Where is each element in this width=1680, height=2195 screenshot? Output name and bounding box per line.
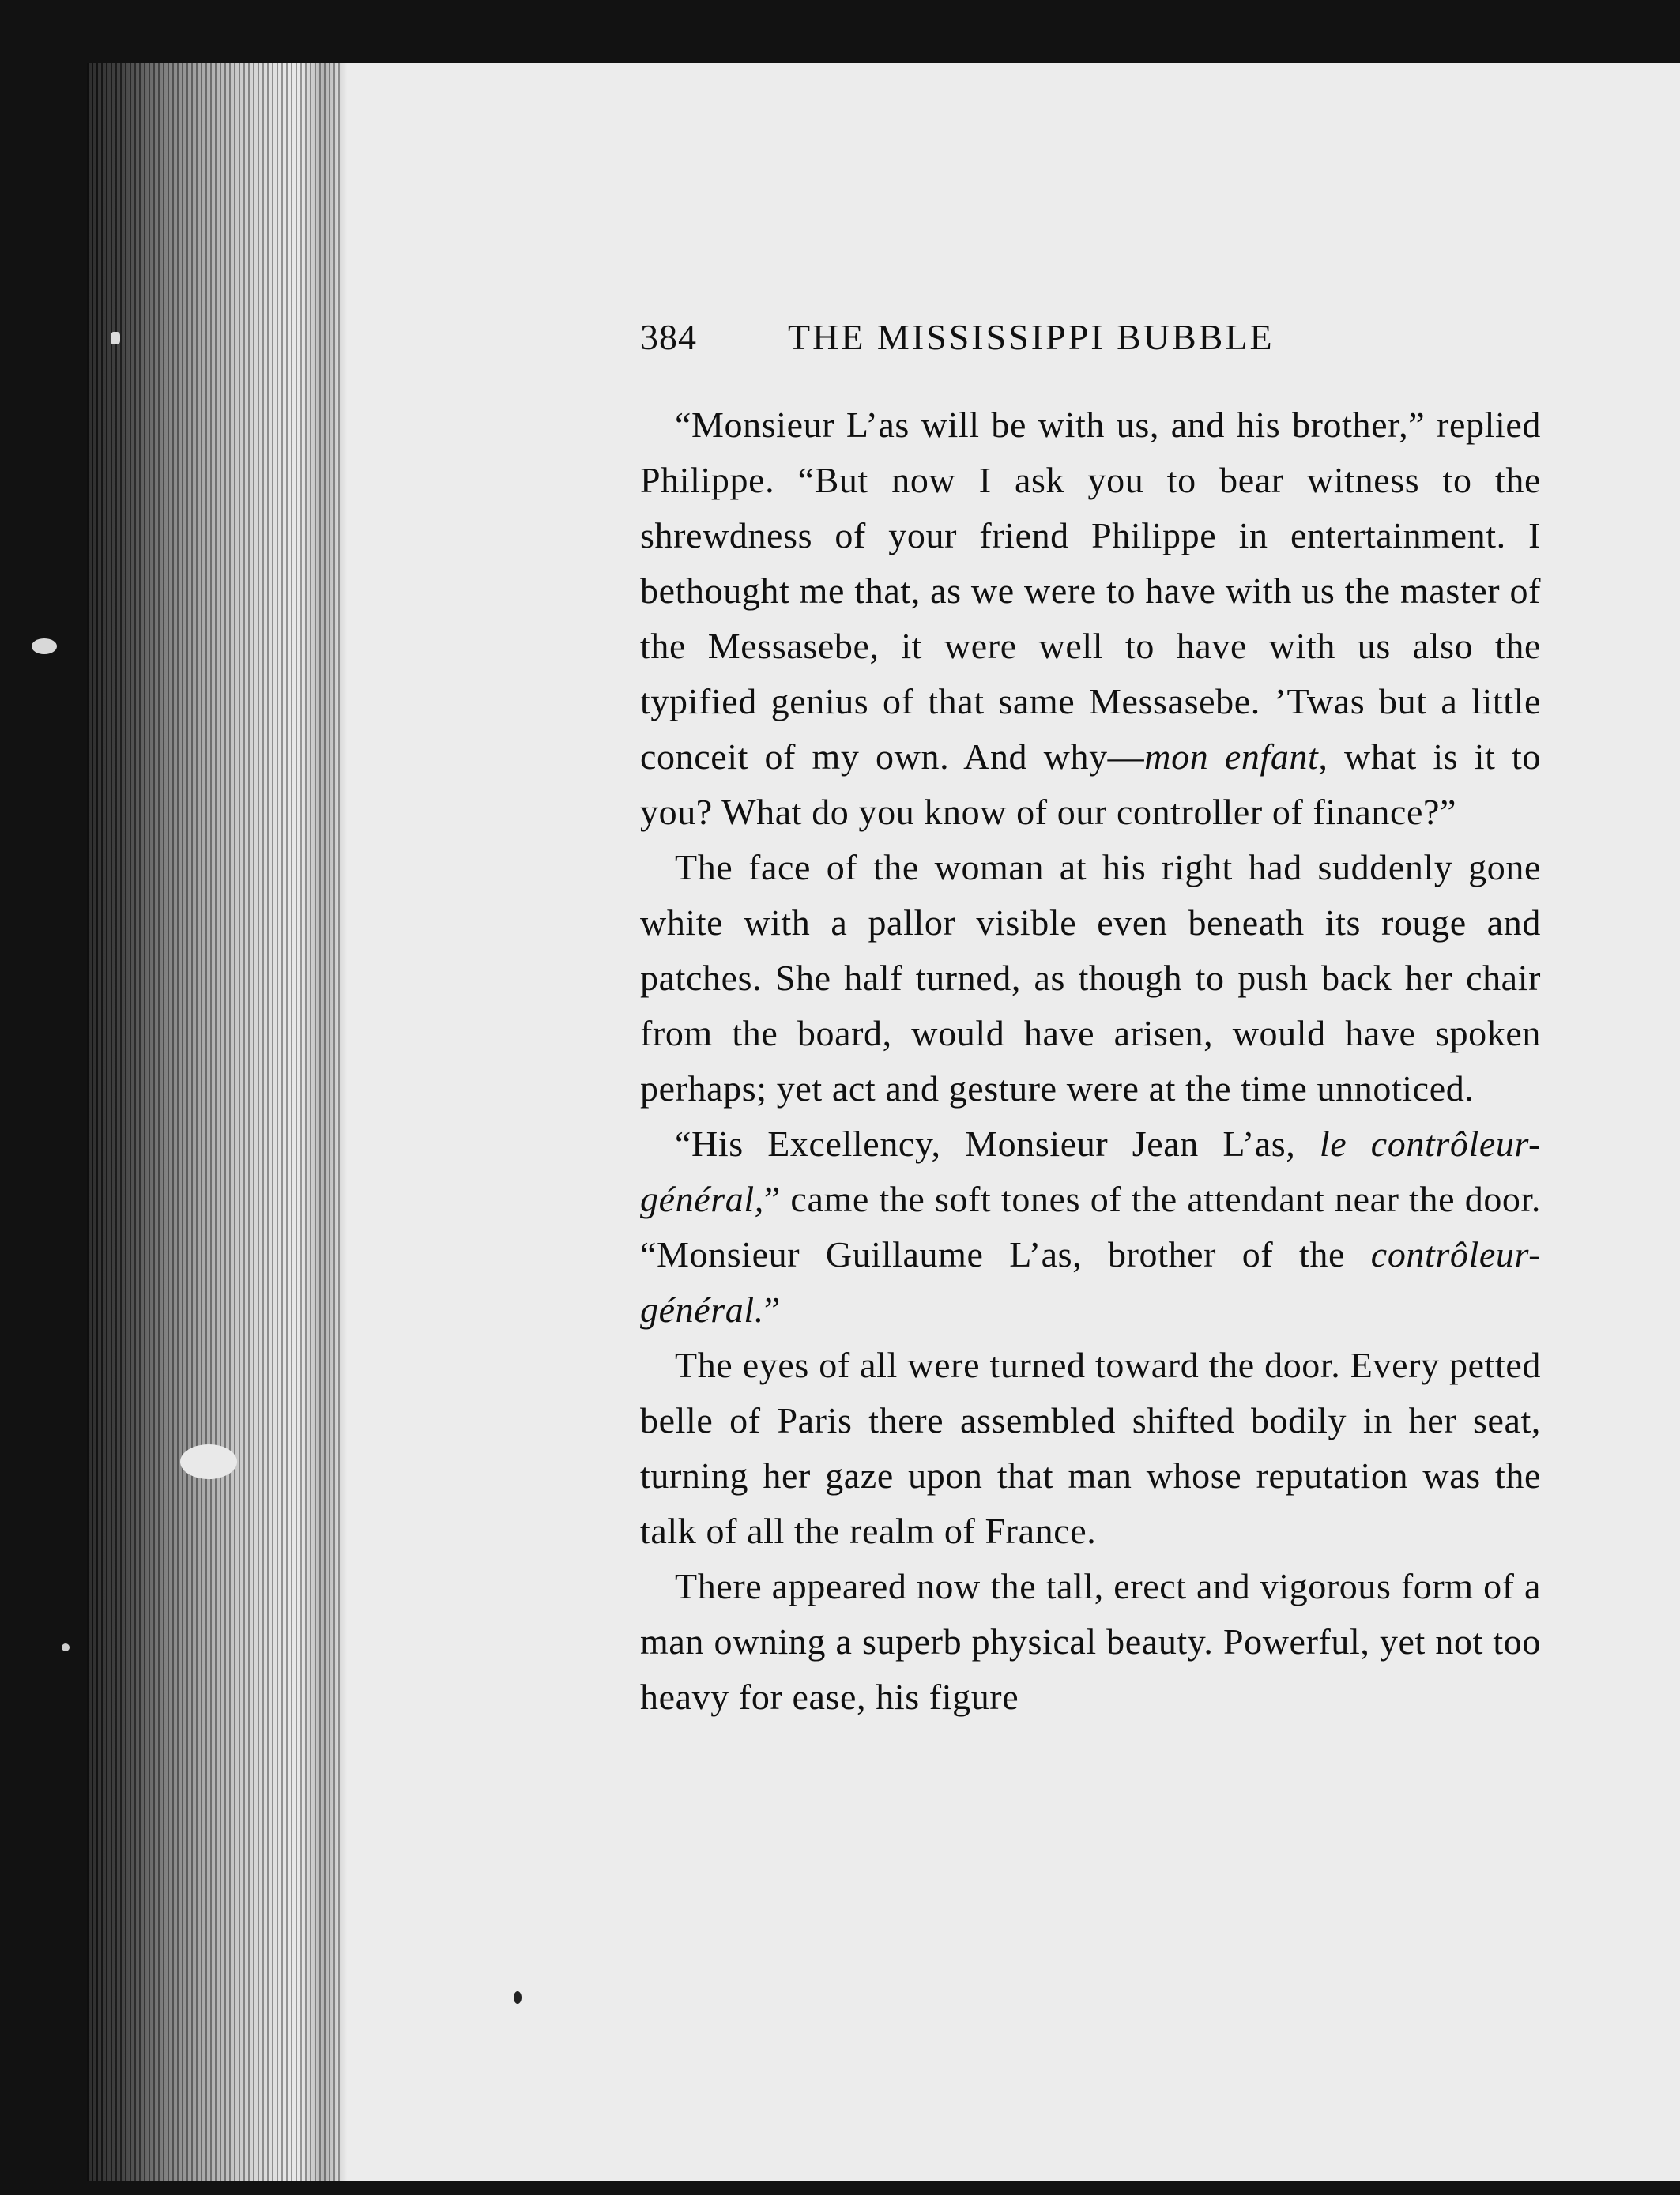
scan-speck <box>180 1444 237 1479</box>
body-text <box>640 397 1541 1725</box>
page-content <box>640 245 1680 1725</box>
text-run: The face of the woman at his right had suddenly gone white with a pallor visible even beneath its rouge and patches. She half turned, as though to push back her chair from the board, would have arisen, would have spoken perhaps; yet act and gesture were at the time unnoticed. <box>640 847 1541 1109</box>
scan-speck <box>62 1643 70 1651</box>
paragraph <box>640 1116 1541 1338</box>
paragraph <box>640 1559 1541 1725</box>
text-run: The eyes of all were turned toward the door. Every petted belle of Paris there assembled shifted bodily in her seat, turning her gaze upon that man whose reputation was the talk of all the realm of France. <box>640 1345 1541 1551</box>
italic-text: mon enfant, <box>1144 736 1328 777</box>
paragraph <box>640 1338 1541 1559</box>
scan-speck <box>111 332 120 344</box>
book-page <box>340 63 1680 2181</box>
text-run: ” <box>763 1290 781 1330</box>
running-head <box>640 316 1680 358</box>
scan-speck <box>32 638 57 654</box>
italic-text: contrôleur-général. <box>640 1234 1541 1330</box>
text-run: what is it to you? What do you know of our controller of finance?” <box>640 736 1541 832</box>
text-run: “His Excellency, Monsieur Jean L’as, <box>675 1124 1320 1164</box>
text-run: There appeared now the tall, erect and vigorous form of a man owning a superb physical beauty. Powerful, yet not too heavy for ease, his figure <box>640 1566 1541 1717</box>
scan-speck <box>514 1991 522 2004</box>
text-run: “Monsieur L’as will be with us, and his brother,” replied Philippe. “But now I ask you to bear witness to the shrewdness of your friend Philippe in entertainment. I bethought me that, as we were to have with us the master of the Messasebe, it were well to have with us also the typified genius of that same Messasebe. ’Twas but a little conceit of my own. And why— <box>640 405 1541 777</box>
page-number: 384 <box>640 317 697 357</box>
italic-text: le contrôleur-général, <box>640 1124 1541 1219</box>
running-title: THE MISSISSIPPI BUBBLE <box>788 317 1275 357</box>
paragraph <box>640 840 1541 1116</box>
gutter-shadow <box>300 63 348 2181</box>
paragraph <box>640 397 1541 840</box>
text-run: ” came the soft tones of the attendant near the door. “Monsieur Guillaume L’as, brother of the <box>640 1179 1541 1274</box>
